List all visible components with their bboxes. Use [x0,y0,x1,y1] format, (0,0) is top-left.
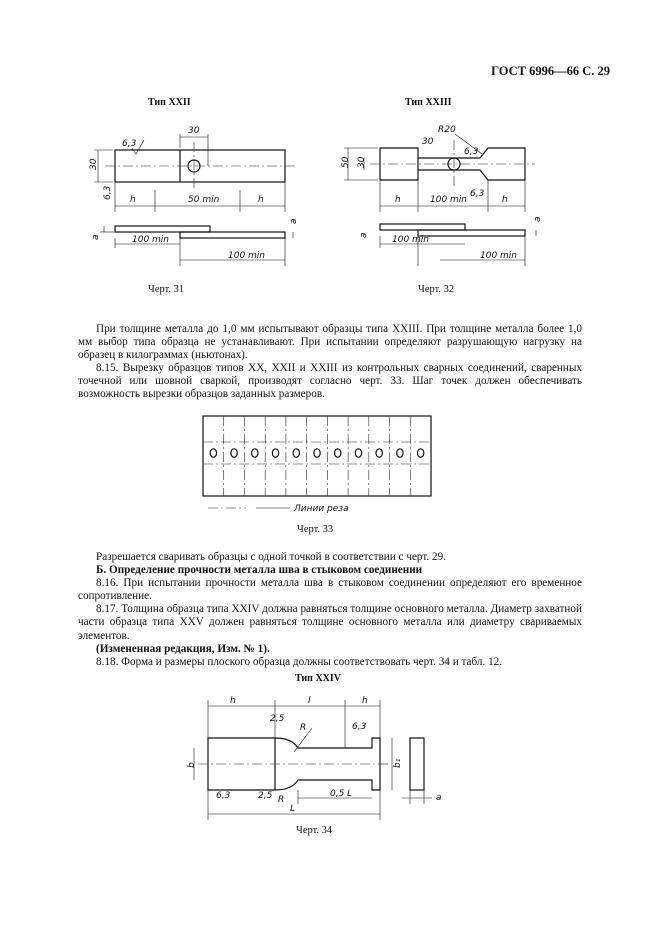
fig31-roughness: 6,3 [122,139,137,149]
fig32-dim-l1: 100 min [392,235,430,245]
fig33-weld-spot [210,449,216,457]
fig31-caption: Черт. 31 [148,284,185,295]
fig34-dim-a: a [436,793,442,803]
fig33-caption: Черт. 33 [297,524,334,535]
fig34-dim-b: b [187,762,197,768]
fig32-drawing [340,118,560,280]
fig34-dim-h2: h [362,696,368,706]
fig31-dim-h2: h [258,195,264,205]
paragraph: 8.17. Толщина образца типа XXIV должна равняться толщине основного металла. Диаметр захватной части образца типа XXV должен равняться толщине основного металла или диаметру свариваемых элементов. [78,603,582,642]
fig32-dim-r20: R20 [438,125,456,135]
paragraph: 8.16. При испытании прочности металла шва в стыковом соединении определяют его временное сопротивление. [78,577,582,603]
fig32-caption: Черт. 32 [418,284,455,295]
fig32-dim-h1: h [395,195,401,205]
fig32-dim-50: 50 [341,156,351,168]
fig32-dim-l2: 100 min [480,251,518,261]
fig32-roughness-2: 6,3 [470,189,485,199]
fig31-dim-30v: 30 [89,158,99,170]
fig33-drawing [198,412,438,522]
fig33-weld-spot [272,449,278,457]
fig33-sheet [203,416,431,496]
fig34-dim-L: L [290,804,296,814]
fig31-dim-30: 30 [188,126,200,136]
fig34-roughness-4: 2,5 [258,791,273,801]
fig32-strip-bottom [418,230,525,236]
fig33-weld-spot [231,449,237,457]
fig31-dim-50min: 50 min [188,195,220,205]
section-heading: Б. Определение прочности металла шва в стыковом соединении [96,564,423,577]
fig31-dim-a1: a [91,234,101,240]
text-block-2 [78,551,582,669]
fig33-weld-spot [314,449,320,457]
fig32-dim-100min: 100 min [430,195,468,205]
paragraph: 8.15. Вырезку образцов типов XX, XXII и XXIII из контрольных сварных соединений, сваренных точечной или шовной сваркой, производят согласно черт. 33. Шаг точек должен обеспечивать возможность вырезки образцов заданных размеров. [78,362,582,401]
fig34-drawing [180,692,460,828]
fig34-dim-h1: h [230,696,236,706]
fig32-strip-top [380,224,465,230]
page-header: ГОСТ 6996—66 С. 29 [491,64,610,78]
paragraph: Разрешается сваривать образцы с одной точкой в соответствии с черт. 29. [96,551,446,563]
fig34-roughness-3: 6,3 [216,791,231,801]
fig33-weld-spot [293,449,299,457]
fig31-dim-l1: 100 min [132,235,170,245]
paragraph: 8.18. Форма и размеры плоского образца должны соответствовать черт. 34 и табл. 12. [96,655,503,668]
paragraph: При толщине металла до 1,0 мм испытывают образцы типа XXIII. При толщине металла более 1,0 мм выбор типа образца не устанавливают. При испытании определяют разрушающую нагрузку на образец в килограммах (ньютонах). [78,323,582,362]
text-block-1 [78,323,582,402]
fig32-type-label: Тип XXIII [405,97,452,108]
fig34-radius-1: R [300,723,307,733]
fig33-weld-spot [355,449,361,457]
fig32-dim-a1: a [359,232,369,238]
fig33-cut-grid [203,416,431,496]
fig33-weld-spot [252,449,258,457]
fig33-legend-label: Линии реза [294,504,349,514]
fig31-dim-l2: 100 min [228,251,266,261]
fig32-dim-30: 30 [422,137,434,147]
amendment-note: (Измененная редакция, Изм. № 1). [96,642,270,655]
fig34-roughness-2: 6,3 [352,722,367,732]
fig33-weld-spot [376,449,382,457]
fig31-strip-top [115,226,210,232]
fig34-radius-2: R [278,795,285,805]
fig33-weld-spot [397,449,403,457]
fig33-weld-spot [417,449,423,457]
fig31-dim-a2: a [289,218,299,224]
fig32-dim-30v: 30 [357,156,367,168]
fig34-dim-l: l [308,696,311,706]
fig31-drawing [80,120,310,280]
fig31-type-label: Тип XXII [148,97,191,108]
fig34-dim-b1: b₁ [393,758,403,768]
fig34-dim-half-l: 0,5 L [330,789,353,799]
fig32-roughness: 6,3 [464,147,479,157]
fig34-type-label: Тип XXIV [295,673,342,684]
fig32-dim-h2: h [502,195,508,205]
fig31-strip-bottom [180,232,285,238]
fig31-roughness-2: 6,3 [103,185,113,200]
fig34-roughness-1: 2,5 [270,714,285,724]
fig31-dim-h1: h [130,195,136,205]
fig34-caption: Черт. 34 [296,825,333,836]
fig33-weld-spot [335,449,341,457]
fig34-section-view [410,738,424,790]
fig32-dim-a2: a [533,216,543,222]
